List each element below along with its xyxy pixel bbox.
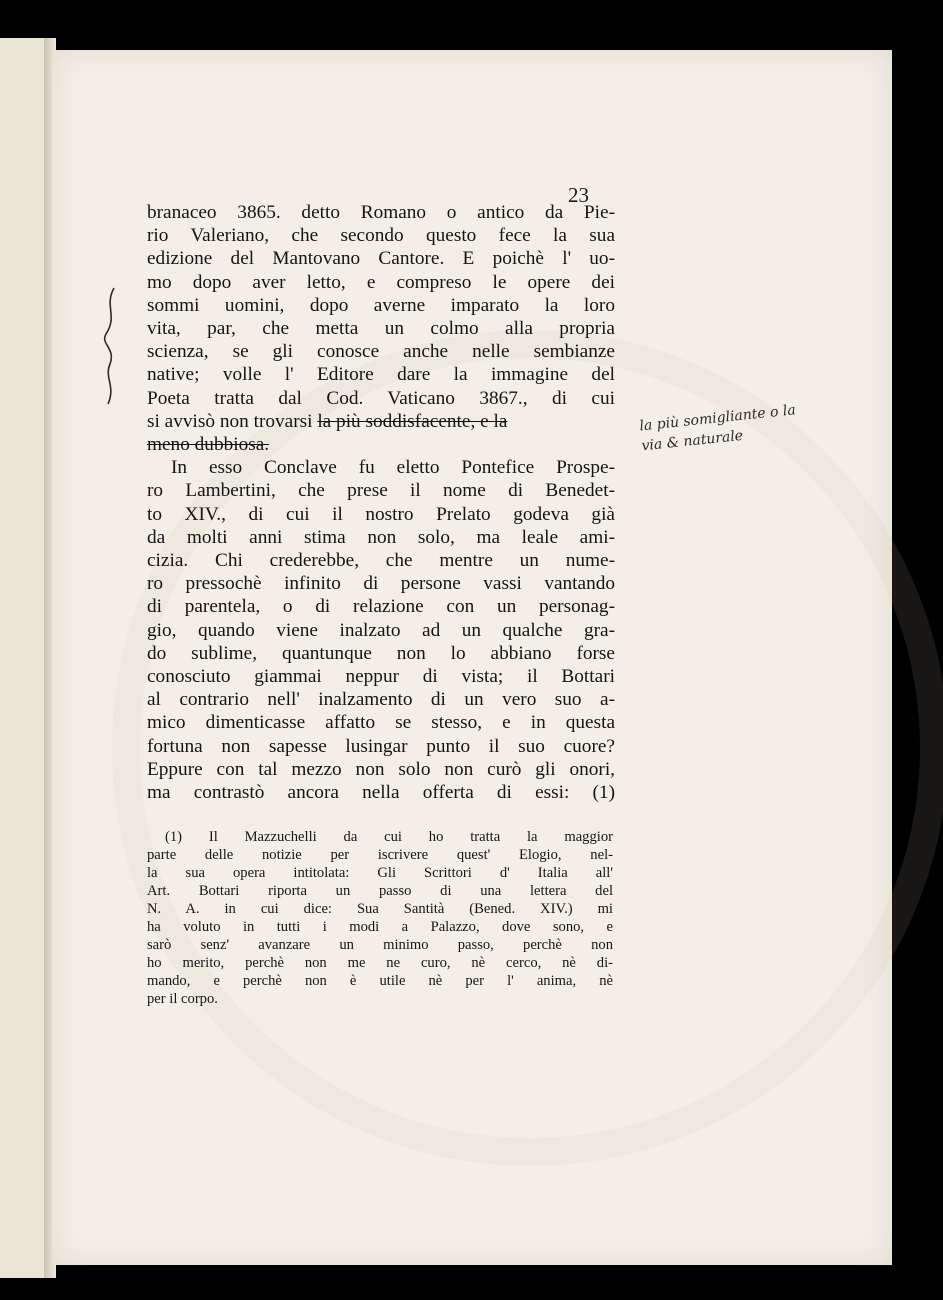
footnote-line: ha voluto in tutti i modi a Palazzo, dove sono, e xyxy=(147,919,613,935)
text-line: ro pressochè infinito di persone vassi vantando xyxy=(147,573,615,595)
footnote-line: per il corpo. xyxy=(147,991,218,1007)
text-line: native; volle l' Editore dare la immagine del xyxy=(147,364,615,386)
footnote xyxy=(147,828,613,1008)
margin-note-line: la più somigliante o la xyxy=(638,402,797,435)
footnote-line: mando, e perchè non è utile nè per l' anima, nè xyxy=(147,973,613,989)
footnote-line: la sua opera intitolata: Gli Scrittori d' Italia all' xyxy=(147,865,613,881)
struck-text: la più soddisfacente, e la xyxy=(317,410,508,432)
text-line: edizione del Mantovano Cantore. E poichè l' uo- xyxy=(147,248,615,270)
struck-text-line: meno dubbiosa. xyxy=(147,434,270,456)
text-line: do sublime, quantunque non lo abbiano forse xyxy=(147,642,615,664)
text-line: ro Lambertini, che prese il nome di Benedet- xyxy=(147,480,615,502)
text-line: mico dimenticasse affatto se stesso, e in questa xyxy=(147,712,615,734)
text-line: branaceo 3865. detto Romano o antico da Pie- xyxy=(147,202,615,223)
text-line: cizia. Chi crederebbe, che mentre un nume- xyxy=(147,550,615,572)
text-line: to XIV., di cui il nostro Prelato godeva già xyxy=(147,503,615,525)
page-number: 23 xyxy=(568,183,589,207)
text-line-with-strike xyxy=(147,410,615,433)
main-text xyxy=(147,201,615,804)
text-line: In esso Conclave fu eletto Pontefice Prospe- xyxy=(171,457,615,479)
footnote-line: ho merito, perchè non me ne curo, nè cerco, nè di- xyxy=(147,955,613,971)
text-line: scienza, se gli conosce anche nelle sembianze xyxy=(147,341,615,363)
text-line: ma contrastò ancora nella offerta di essi: (1) xyxy=(147,782,615,804)
text-line: Poeta tratta dal Cod. Vaticano 3867., di cui xyxy=(147,387,615,409)
text-line: mo dopo aver letto, e compreso le opere dei xyxy=(147,271,615,293)
footnote-line: N. A. in cui dice: Sua Santità (Bened. XIV.) mi xyxy=(147,901,613,917)
text-line: da molti anni stima non solo, ma leale ami- xyxy=(147,526,615,548)
text-line: gio, quando viene inalzato ad un qualche gra- xyxy=(147,619,615,641)
footnote-line: Art. Bottari riporta un passo di una lettera del xyxy=(147,883,613,899)
text-segment: si avvisò non trovarsi xyxy=(147,410,313,432)
footnote-line: sarò senz' avanzare un minimo passo, perchè non xyxy=(147,937,613,953)
margin-note-line: via & naturale xyxy=(640,427,744,455)
footnote-line: parte delle notizie per iscrivere quest' Elogio, nel- xyxy=(147,847,613,863)
text-line: rio Valeriano, che secondo questo fece la sua xyxy=(147,225,615,247)
text-line: Eppure con tal mezzo non solo non curò gli onori, xyxy=(147,758,615,780)
text-line: conosciuto giammai neppur di vista; il Bottari xyxy=(147,666,615,688)
text-line: al contrario nell' inalzamento di un vero suo a- xyxy=(147,689,615,711)
footnote-line: (1) Il Mazzuchelli da cui ho tratta la maggior xyxy=(165,829,613,845)
text-line: sommi uomini, dopo averne imparato la loro xyxy=(147,294,615,316)
text-line: vita, par, che metta un colmo alla propria xyxy=(147,318,615,340)
text-line: di parentela, o di relazione con un personag- xyxy=(147,596,615,618)
text-line: fortuna non sapesse lusingar punto il suo cuore? xyxy=(147,735,615,757)
margin-bracket-mark xyxy=(96,286,126,406)
